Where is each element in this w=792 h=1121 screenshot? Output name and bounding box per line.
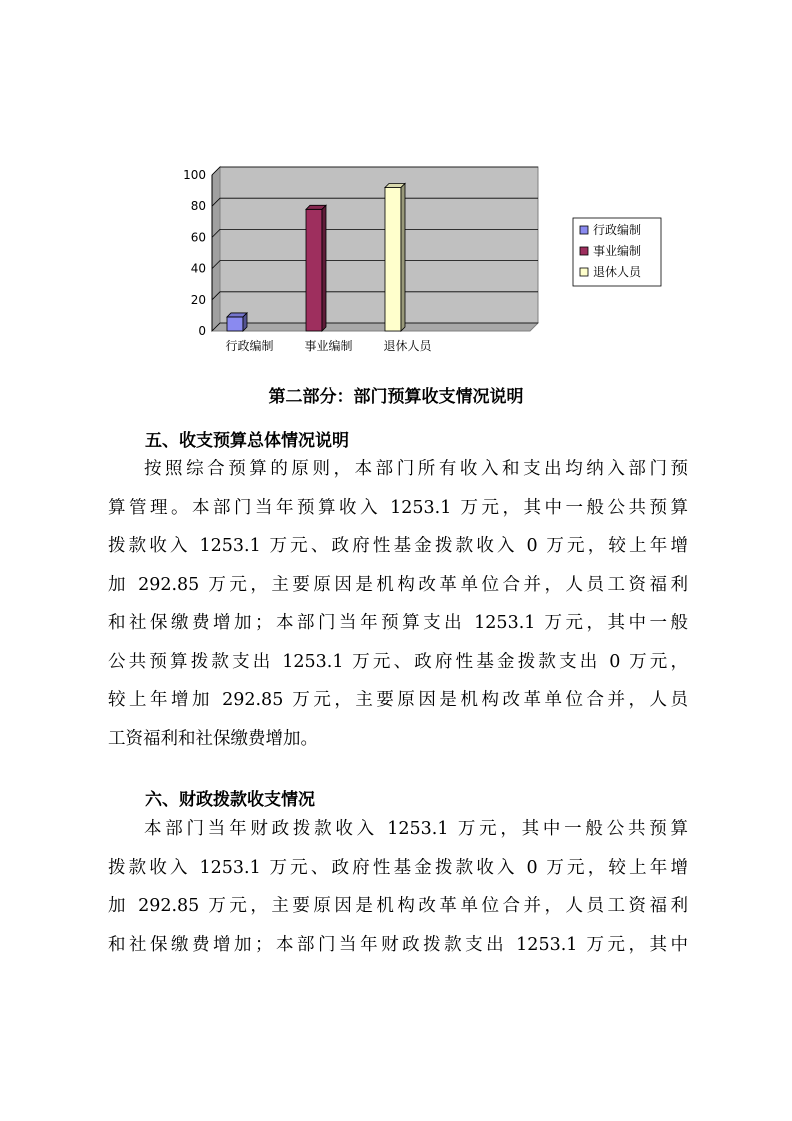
y-tick-label: 40 xyxy=(190,261,206,276)
section5-title: 五、收支预算总体情况说明 xyxy=(145,431,349,451)
section6-line: 本部门当年财政拨款收入 1253.1 万元，其中一般公共预算 xyxy=(144,819,688,839)
y-tick-label: 20 xyxy=(190,292,206,307)
bar-退休人员 xyxy=(385,187,401,331)
chart-floor xyxy=(212,323,538,331)
section5-line: 和社保缴费增加；本部门当年预算支出 1253.1 万元，其中一般 xyxy=(108,613,688,633)
section6-line: 拨款收入 1253.1 万元、政府性基金拨款收入 0 万元，较上年增 xyxy=(108,857,688,878)
legend-swatch xyxy=(580,247,588,255)
section5-line: 工资福利和社保缴费增加。 xyxy=(108,728,318,749)
x-tick-label: 行政编制 xyxy=(225,339,274,353)
bar-side xyxy=(401,183,405,331)
section5-body xyxy=(108,450,688,758)
section5-line: 加 292.85 万元，主要原因是机构改革单位合并，人员工资福利 xyxy=(108,574,688,595)
x-tick-label: 事业编制 xyxy=(304,339,353,353)
section6-line: 和社保缴费增加；本部门当年财政拨款支出 1253.1 万元，其中 xyxy=(108,934,688,955)
legend-swatch xyxy=(580,268,588,276)
bar-事业编制 xyxy=(306,209,322,331)
y-tick-label: 100 xyxy=(183,168,206,182)
y-tick-label: 0 xyxy=(198,324,206,338)
section6-title: 六、财政拨款收支情况 xyxy=(145,790,315,810)
y-tick-label: 80 xyxy=(190,199,206,214)
legend-label: 事业编制 xyxy=(593,244,642,258)
budget-bar-chart xyxy=(170,150,680,360)
section5-line: 较上年增加 292.85 万元，主要原因是机构改革单位合并，人员 xyxy=(108,690,688,710)
section6-body xyxy=(108,810,688,964)
y-tick-label: 60 xyxy=(190,230,206,245)
legend-label: 行政编制 xyxy=(593,223,642,237)
section5-line: 按照综合预算的原则，本部门所有收入和支出均纳入部门预 xyxy=(144,459,688,479)
bar-side xyxy=(322,205,326,331)
section5-line: 算管理。本部门当年预算收入 1253.1 万元，其中一般公共预算 xyxy=(108,497,688,518)
legend-swatch xyxy=(580,226,588,234)
section5-line: 公共预算拨款支出 1253.1 万元、政府性基金拨款支出 0 万元， xyxy=(108,651,688,672)
x-tick-label: 退休人员 xyxy=(383,339,432,353)
chart-legend xyxy=(573,218,661,286)
chart-side-wall xyxy=(212,167,220,331)
section5-line: 拨款收入 1253.1 万元、政府性基金拨款收入 0 万元，较上年增 xyxy=(108,536,688,556)
chart-back-wall xyxy=(220,167,538,323)
section6-line: 加 292.85 万元，主要原因是机构改革单位合并，人员工资福利 xyxy=(108,896,688,916)
bar-行政编制 xyxy=(227,317,243,331)
legend-label: 退休人员 xyxy=(593,265,642,279)
part-title: 第二部分：部门预算收支情况说明 xyxy=(268,387,524,407)
